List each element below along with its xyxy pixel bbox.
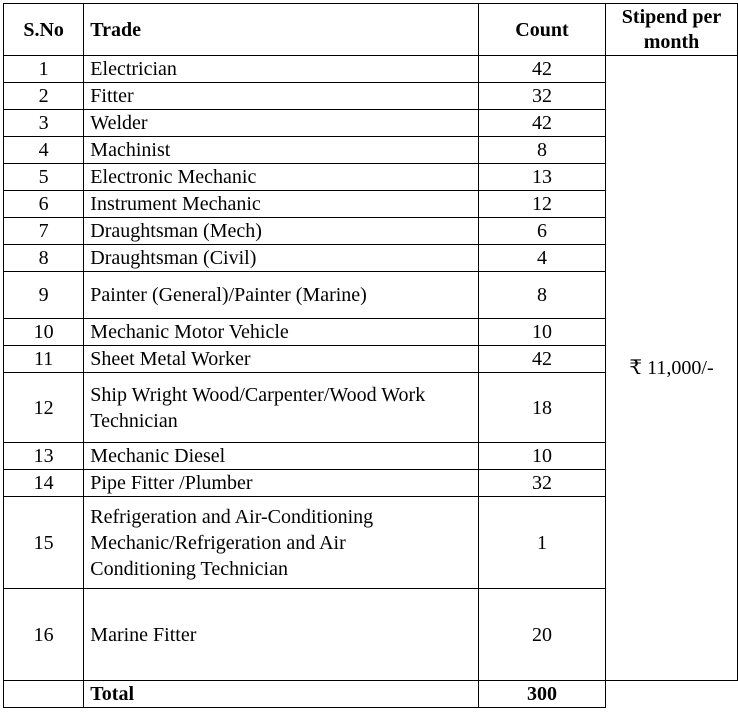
row-trade: Mechanic Diesel bbox=[84, 443, 479, 470]
row-sno: 1 bbox=[4, 56, 84, 83]
row-trade: Instrument Mechanic bbox=[84, 191, 479, 218]
row-sno: 8 bbox=[4, 245, 84, 272]
total-row bbox=[4, 681, 738, 708]
row-count: 4 bbox=[478, 245, 605, 272]
row-sno: 9 bbox=[4, 272, 84, 319]
row-count: 6 bbox=[478, 218, 605, 245]
row-trade: Marine Fitter bbox=[84, 589, 479, 681]
row-sno: 11 bbox=[4, 346, 84, 373]
row-sno: 14 bbox=[4, 470, 84, 497]
row-sno: 10 bbox=[4, 319, 84, 346]
row-sno: 3 bbox=[4, 110, 84, 137]
row-trade: Fitter bbox=[84, 83, 479, 110]
row-trade: Ship Wright Wood/Carpenter/Wood Work Technician bbox=[84, 373, 479, 443]
row-count: 13 bbox=[478, 164, 605, 191]
header-stipend: Stipend per month bbox=[606, 4, 738, 56]
row-count: 42 bbox=[478, 56, 605, 83]
row-count: 32 bbox=[478, 83, 605, 110]
row-trade: Welder bbox=[84, 110, 479, 137]
header-trade: Trade bbox=[84, 4, 479, 56]
row-count: 10 bbox=[478, 319, 605, 346]
row-sno: 7 bbox=[4, 218, 84, 245]
table-row bbox=[4, 56, 738, 83]
trade-stipend-table bbox=[3, 3, 738, 708]
row-sno: 2 bbox=[4, 83, 84, 110]
stipend-value bbox=[606, 56, 738, 681]
row-count: 32 bbox=[478, 470, 605, 497]
row-trade: Draughtsman (Mech) bbox=[84, 218, 479, 245]
total-count: 300 bbox=[478, 681, 605, 708]
row-sno: 12 bbox=[4, 373, 84, 443]
row-sno: 13 bbox=[4, 443, 84, 470]
stipend-text: ₹ 11,000/- bbox=[629, 357, 714, 379]
row-sno: 15 bbox=[4, 497, 84, 589]
row-count: 8 bbox=[478, 272, 605, 319]
row-sno: 5 bbox=[4, 164, 84, 191]
row-trade: Electrician bbox=[84, 56, 479, 83]
row-count: 20 bbox=[478, 589, 605, 681]
row-trade: Pipe Fitter /Plumber bbox=[84, 470, 479, 497]
row-trade: Refrigeration and Air-Conditioning Mechanic/Refrigeration and Air Conditioning Technician bbox=[84, 497, 479, 589]
row-trade: Electronic Mechanic bbox=[84, 164, 479, 191]
row-trade: Mechanic Motor Vehicle bbox=[84, 319, 479, 346]
row-sno: 6 bbox=[4, 191, 84, 218]
total-label: Total bbox=[84, 681, 479, 708]
row-count: 18 bbox=[478, 373, 605, 443]
row-trade: Draughtsman (Civil) bbox=[84, 245, 479, 272]
header-sno: S.No bbox=[4, 4, 84, 56]
row-count: 42 bbox=[478, 110, 605, 137]
row-trade: Painter (General)/Painter (Marine) bbox=[84, 272, 479, 319]
total-sno-empty bbox=[4, 681, 84, 708]
header-count: Count bbox=[478, 4, 605, 56]
row-trade: Machinist bbox=[84, 137, 479, 164]
row-count: 12 bbox=[478, 191, 605, 218]
row-count: 1 bbox=[478, 497, 605, 589]
row-sno: 16 bbox=[4, 589, 84, 681]
header-row bbox=[4, 4, 738, 56]
row-count: 10 bbox=[478, 443, 605, 470]
row-trade: Sheet Metal Worker bbox=[84, 346, 479, 373]
row-count: 42 bbox=[478, 346, 605, 373]
row-count: 8 bbox=[478, 137, 605, 164]
row-sno: 4 bbox=[4, 137, 84, 164]
